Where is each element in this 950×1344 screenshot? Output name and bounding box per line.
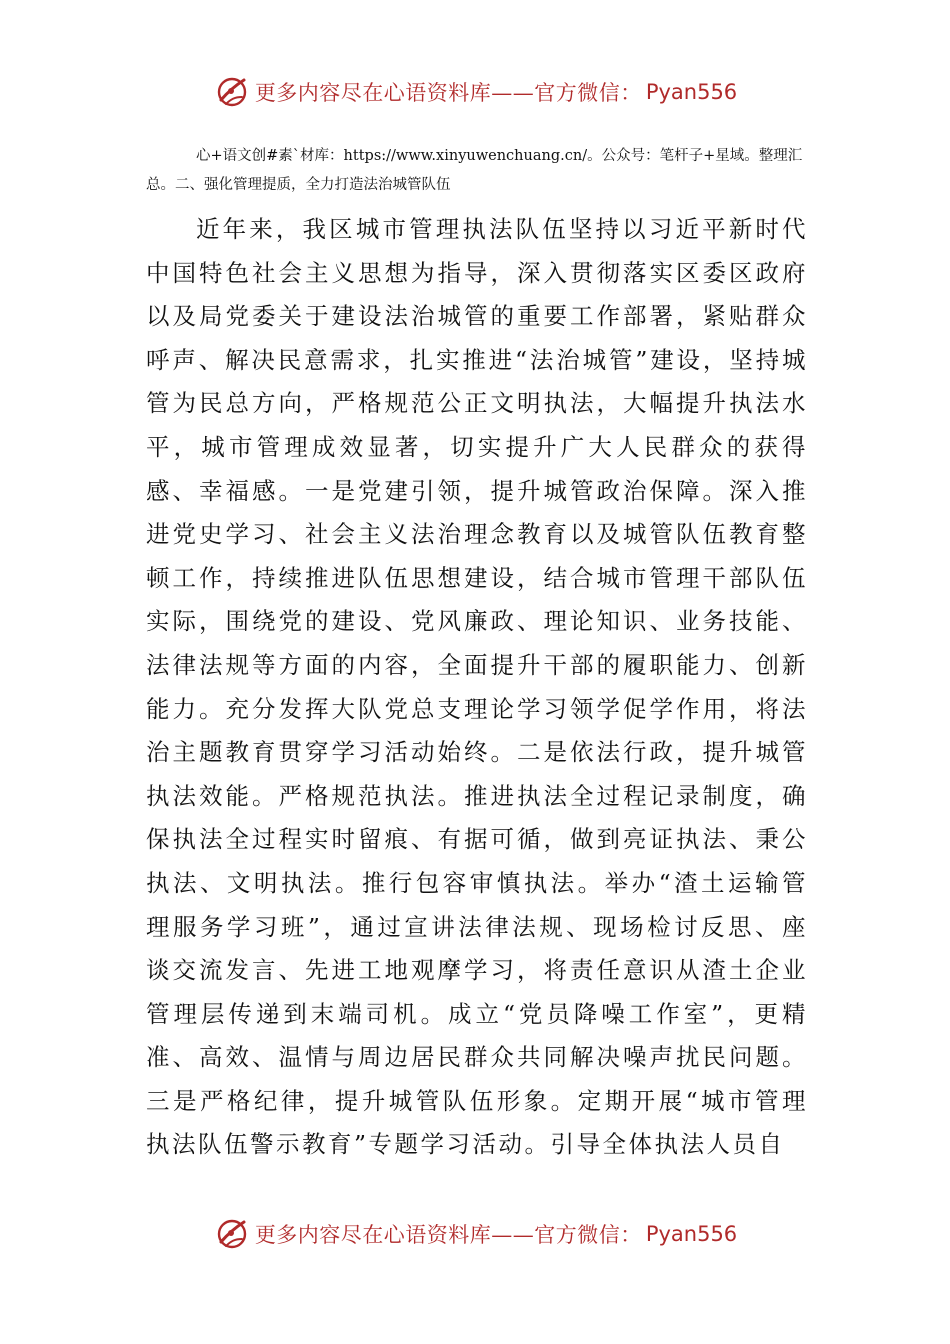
- banner-wechat-id: Pyan556: [645, 80, 738, 104]
- banner-slogan: 更多内容尽在心语资料库——官方微信：: [254, 1223, 642, 1247]
- pen-swirl-logo-icon: [213, 1215, 251, 1253]
- header-banner: [0, 70, 950, 114]
- pen-swirl-logo-icon: [213, 73, 251, 111]
- body-paragraph: 近年来，我区城市管理执法队伍坚持以习近平新时代中国特色社会主义思想为指导，深入贯彻落实区委区政府以及局党委关于建设法治城管的重要工作部署，紧贴群众呼声、解决民意需求，扎实推进“法治城管”建设，坚持城管为民总方向，严格规范公正文明执法，大幅提升执法水平，城市管理成效显著，切实提升广大人民群众的获得感、幸福感。一是党建引领，提升城管政治保障。深入推进党史学习、社会主义法治理念教育以及城管队伍教育整顿工作，持续推进队伍思想建设，结合城市管理干部队伍实际，围绕党的建设、党风廉政、理论知识、业务技能、法律法规等方面的内容，全面提升干部的履职能力、创新能力。充分发挥大队党总支理论学习领学促学作用，将法治主题教育贯穿学习活动始终。二是依法行政，提升城管执法效能。严格规范执法。推进执法全过程记录制度，确保执法全过程实时留痕、有据可循，做到亮证执法、秉公执法、文明执法。推行包容审慎执法。举办“渣土运输管理服务学习班”，通过宣讲法律法规、现场检讨反思、座谈交流发言、先进工地观摩学习，将责任意识从渣土企业管理层传递到末端司机。成立“党员降噪工作室”，更精准、高效、温情与周边居民群众共同解决噪声扰民问题。三是严格纪律，提升城管队伍形象。定期开展“城市管理执法队伍警示教育”专题学习活动。引导全体执法人员自: [146, 215, 808, 1159]
- source-note: 心+语文创#素`材库：https://www.xinyuwenchuang.cn/。公众号：笔杆子+星域。整理汇总。二、强化管理提质，全力打造法治城管队伍: [146, 148, 803, 193]
- banner-wechat-id: Pyan556: [645, 1222, 738, 1246]
- banner-slogan: 更多内容尽在心语资料库——官方微信：: [254, 81, 642, 105]
- footer-banner: [0, 1212, 950, 1256]
